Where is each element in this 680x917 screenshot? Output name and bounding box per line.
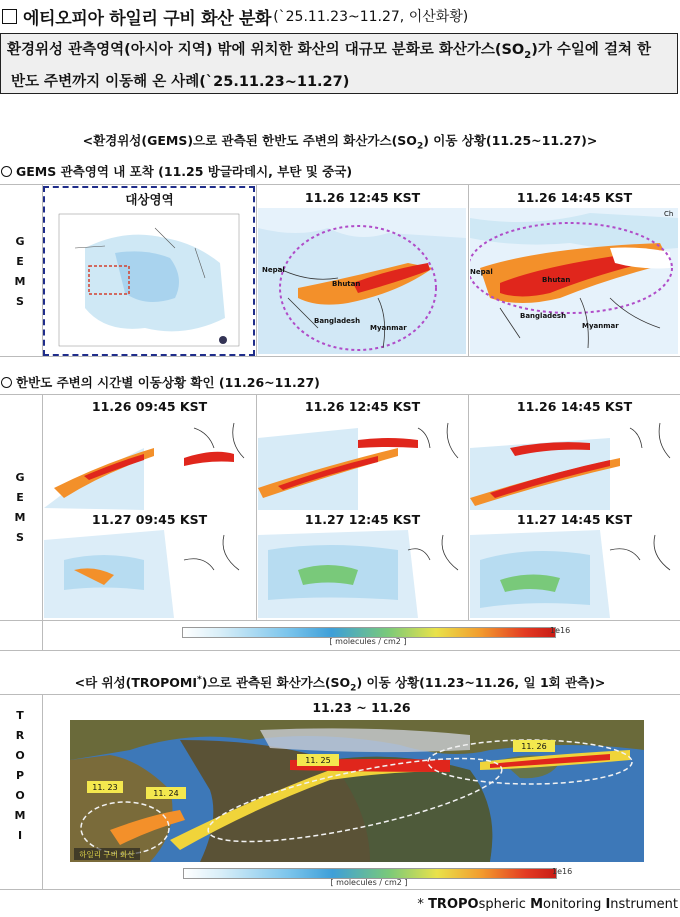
divider — [256, 184, 257, 357]
summary-line-2: 반도 주변까지 이동해 온 사례(`25.11.23~11.27) — [11, 73, 350, 90]
side-letter: G — [15, 471, 25, 484]
date-tag-1125: 11. 25 — [305, 756, 331, 765]
target-area-panel — [43, 186, 255, 356]
summary-text-a: 환경위성 관측영역(아시아 지역) 밖에 위치한 화산의 대규모 분화로 화산가스(SO — [7, 42, 525, 58]
divider — [468, 184, 469, 357]
footnote-part: onitoring — [543, 897, 606, 912]
map-label-ch: Ch — [664, 210, 674, 218]
section2-bullet — [0, 373, 320, 391]
so2-map — [258, 208, 466, 354]
side-letter: G — [15, 235, 25, 248]
side-letter: S — [16, 295, 24, 308]
so2-map — [44, 418, 254, 510]
map-label-nepal: Nepal — [262, 266, 285, 274]
tropomi-caption-b: )으로 관측된 화산가스(SO — [201, 675, 351, 690]
divider — [468, 394, 469, 620]
divider — [0, 394, 680, 395]
title-checkbox-icon — [2, 9, 17, 24]
map-label-myanmar: Myanmar — [370, 324, 407, 332]
date-tag-1126: 11. 26 — [521, 742, 547, 751]
title-row — [0, 2, 468, 30]
section2-side-label — [10, 468, 30, 548]
so2-map — [470, 418, 678, 510]
map-label-bhutan: Bhutan — [332, 280, 361, 288]
gems-caption-sub: 2 — [416, 141, 424, 152]
footnote-part: TROPO — [428, 897, 479, 912]
divider — [0, 650, 680, 651]
summary-line-1 — [1, 34, 677, 69]
so2-map — [470, 530, 678, 618]
time-label: 11.27 12:45 KST — [304, 512, 421, 527]
divider — [42, 694, 43, 890]
time-label: 11.26 12:45 KST — [304, 399, 421, 414]
gems-map-1127-1245 — [258, 530, 466, 618]
map-label-myanmar: Myanmar — [582, 322, 619, 330]
footnote — [417, 897, 678, 912]
divider — [0, 694, 680, 695]
gems-map-1126-1245-b — [258, 418, 466, 510]
map-label-bhutan: Bhutan — [542, 276, 571, 284]
time-label: 11.26 09:45 KST — [91, 399, 208, 414]
volcano-label: 하일리 구비 화산 — [79, 850, 135, 859]
tropomi-scale-caption: [ molecules / cm2 ] — [330, 878, 408, 887]
section2-bullet-text: 한반도 주변의 시간별 이동상황 확인 (11.26~11.27) — [16, 375, 320, 390]
map-label-nepal: Nepal — [470, 268, 493, 276]
page-subtitle: (`25.11.23~11.27, 이산화황) — [273, 9, 469, 25]
tropomi-caption — [0, 673, 680, 694]
date-tag-1124: 11. 24 — [153, 789, 179, 798]
tropomi-map — [70, 720, 644, 862]
side-letter: M — [14, 809, 26, 822]
gems-map-1126-1445 — [470, 208, 678, 354]
target-area-map — [45, 188, 253, 354]
section1-bullet — [0, 162, 352, 180]
gems-caption-a: <환경위성(GEMS)으로 관측된 한반도 주변의 화산가스(SO — [82, 133, 417, 148]
gems-scale-unit: 1e16 — [550, 626, 571, 635]
section1-bullet-text: GEMS 관측영역 내 포착 (11.25 방글라데시, 부탄 및 중국) — [16, 164, 353, 179]
bullet-ring-icon — [1, 166, 12, 177]
tropomi-caption-c: ) 이동 상황(11.23~11.26, 일 1회 관측)> — [356, 675, 606, 690]
footnote-part: spheric — [478, 897, 531, 912]
divider — [0, 889, 680, 890]
gems-map-1126-1445-b — [470, 418, 678, 510]
gems-caption — [0, 131, 680, 152]
divider — [0, 620, 680, 621]
summary-text-b: )가 수일에 걸쳐 한 — [531, 42, 652, 58]
side-letter: S — [16, 531, 24, 544]
footnote-star: * — [417, 897, 424, 912]
bullet-ring-icon — [1, 377, 12, 388]
gems-map-1126-1245 — [258, 208, 466, 354]
footnote-part: M — [530, 897, 544, 912]
side-letter: I — [17, 829, 23, 842]
section3-side-label — [10, 706, 30, 846]
section1-side-label — [10, 232, 30, 312]
tropomi-caption-sup: * — [197, 674, 202, 685]
side-letter: E — [16, 491, 24, 504]
so2-map — [470, 208, 678, 354]
tropomi-caption-a: <타 위성(TROPOMI — [74, 675, 198, 690]
side-letter: M — [14, 275, 26, 288]
time-label: 11.26 14:45 KST — [516, 399, 633, 414]
map-label-bangladesh: Bangladesh — [314, 317, 361, 325]
side-letter: T — [16, 709, 24, 722]
divider — [0, 356, 680, 357]
side-letter: O — [15, 789, 25, 802]
time-label: 11.27 14:45 KST — [516, 512, 633, 527]
tropomi-caption-sub: 2 — [350, 683, 357, 694]
date-tag-1123: 11. 23 — [92, 783, 118, 792]
footnote-part: nstrument — [610, 897, 678, 912]
side-letter: E — [16, 255, 24, 268]
side-letter: P — [15, 769, 25, 782]
so2-map — [44, 530, 254, 618]
so2-map — [70, 720, 644, 862]
column-label-time: 11.26 12:45 KST — [304, 190, 421, 205]
divider — [0, 184, 680, 185]
gems-map-1127-0945 — [44, 530, 254, 618]
side-letter: R — [15, 729, 25, 742]
gems-map-1126-0945 — [44, 418, 254, 510]
column-label-target-area: 대상영역 — [125, 192, 174, 207]
summary-box — [0, 33, 678, 94]
gems-scale-caption: [ molecules / cm2 ] — [329, 637, 407, 646]
side-letter: O — [15, 749, 25, 762]
summary-sub: 2 — [524, 49, 532, 61]
footnote-part: I — [605, 897, 611, 912]
gems-caption-b: ) 이동 상황(11.25~11.27)> — [423, 133, 598, 148]
divider — [256, 394, 257, 620]
so2-map — [258, 530, 466, 618]
map-label-bangladesh: Bangladesh — [520, 312, 567, 320]
column-label-time: 11.26 14:45 KST — [516, 190, 633, 205]
tropomi-header: 11.23 ~ 11.26 — [312, 700, 411, 715]
gems-map-1127-1445 — [470, 530, 678, 618]
so2-map — [258, 418, 466, 510]
side-letter: M — [14, 511, 26, 524]
tropomi-scale-unit: 1e16 — [552, 867, 573, 876]
page-title: 에티오피아 하일리 구비 화산 분화 — [23, 8, 272, 29]
time-label: 11.27 09:45 KST — [91, 512, 208, 527]
